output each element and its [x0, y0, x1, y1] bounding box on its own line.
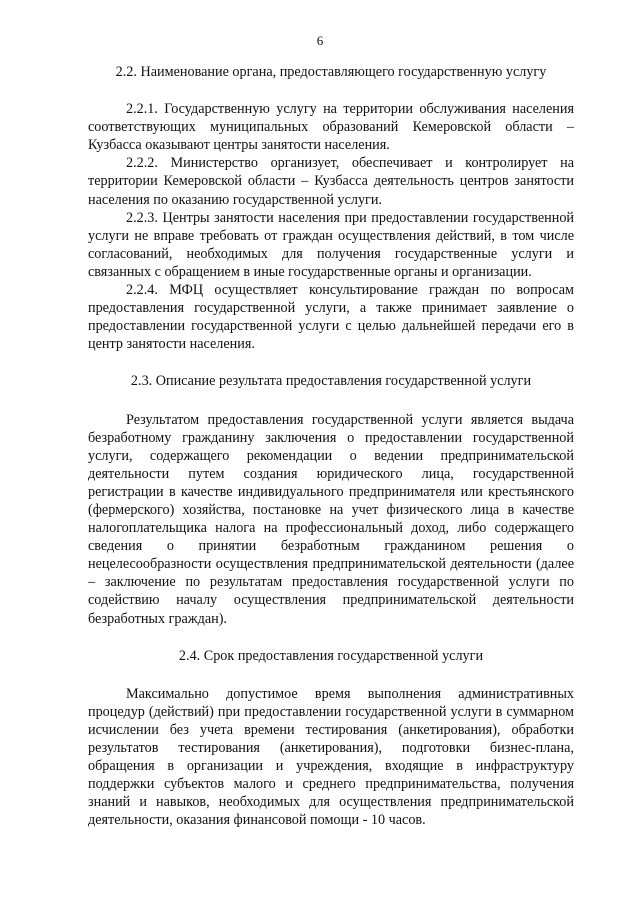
document-body	[88, 63, 574, 829]
section-2-2	[88, 63, 574, 353]
paragraph-2-2-4: 2.2.4. МФЦ осуществляет консультирование граждан по вопросам предоставления государственной услуги, а также принимает заявление о предоставлении государственной услуги с целью дальнейшей передачи его в центр занятости населения.	[88, 282, 574, 353]
section-heading: 2.2. Наименование органа, предоставляющего государственную услугу	[115, 64, 547, 80]
paragraph-2-4-term: Максимально допустимое время выполнения административных процедур (действий) при предоставлении государственной услуги в суммарном исчислении без учета времени тестирования (анкетирования), обработки результатов тестирования (анкетирования), подготовки бизнес-плана, обращения в организации и учреждения, входящие в инфраструктуру поддержки субъектов малого и среднего предпринимательства, получения знаний и навыков, необходимых для осуществления предпринимательской деятельности, оказания финансовой помощи - 10 часов.	[88, 685, 574, 829]
paragraph-2-2-2: 2.2.2. Министерство организует, обеспечивает и контролирует на территории Кемеровской области – Кузбасса деятельность центров занятости населения по оказанию государственной услуги.	[88, 155, 574, 208]
paragraph-2-2-3: 2.2.3. Центры занятости населения при предоставлении государственной услуги не вправе требовать от граждан осуществления действий, в том числе согласований, необходимых для получения государственные услуги и связанных с обращением в иные государственные органы и организации.	[88, 209, 574, 280]
section-2-3	[88, 372, 574, 627]
paragraph-2-3-result: Результатом предоставления государственной услуги является выдача безработному гражданину заключения о предоставлении государственной услуги, содержащего рекомендации о ведении предпринимательской деятельности путем создания юридического лица, государственной регистрации в качестве индивидуального предпринимателя или крестьянского (фермерского) хозяйства, постановке на учет физического лица в качестве налогоплательщика налога на профессиональный доход, либо содержащего сведения о принятии безработным гражданином решения о нецелесообразности осуществления предпринимательской деятельности (далее – заключение по результатам предоставления государственной услуги по содействию началу осуществления предпринимательской деятельности безработных граждан).	[88, 411, 574, 627]
paragraph-2-2-1: 2.2.1. Государственную услугу на территории обслуживания населения соответствующих муниципальных образований Кемеровской области – Кузбасса оказывают центры занятости населения.	[88, 101, 574, 154]
page-number: 6	[316, 33, 324, 48]
section-2-4	[88, 647, 574, 830]
section-heading: 2.4. Срок предоставления государственной услуги	[178, 647, 484, 664]
section-heading: 2.3. Описание результата предоставления государственной услуги	[130, 373, 532, 390]
